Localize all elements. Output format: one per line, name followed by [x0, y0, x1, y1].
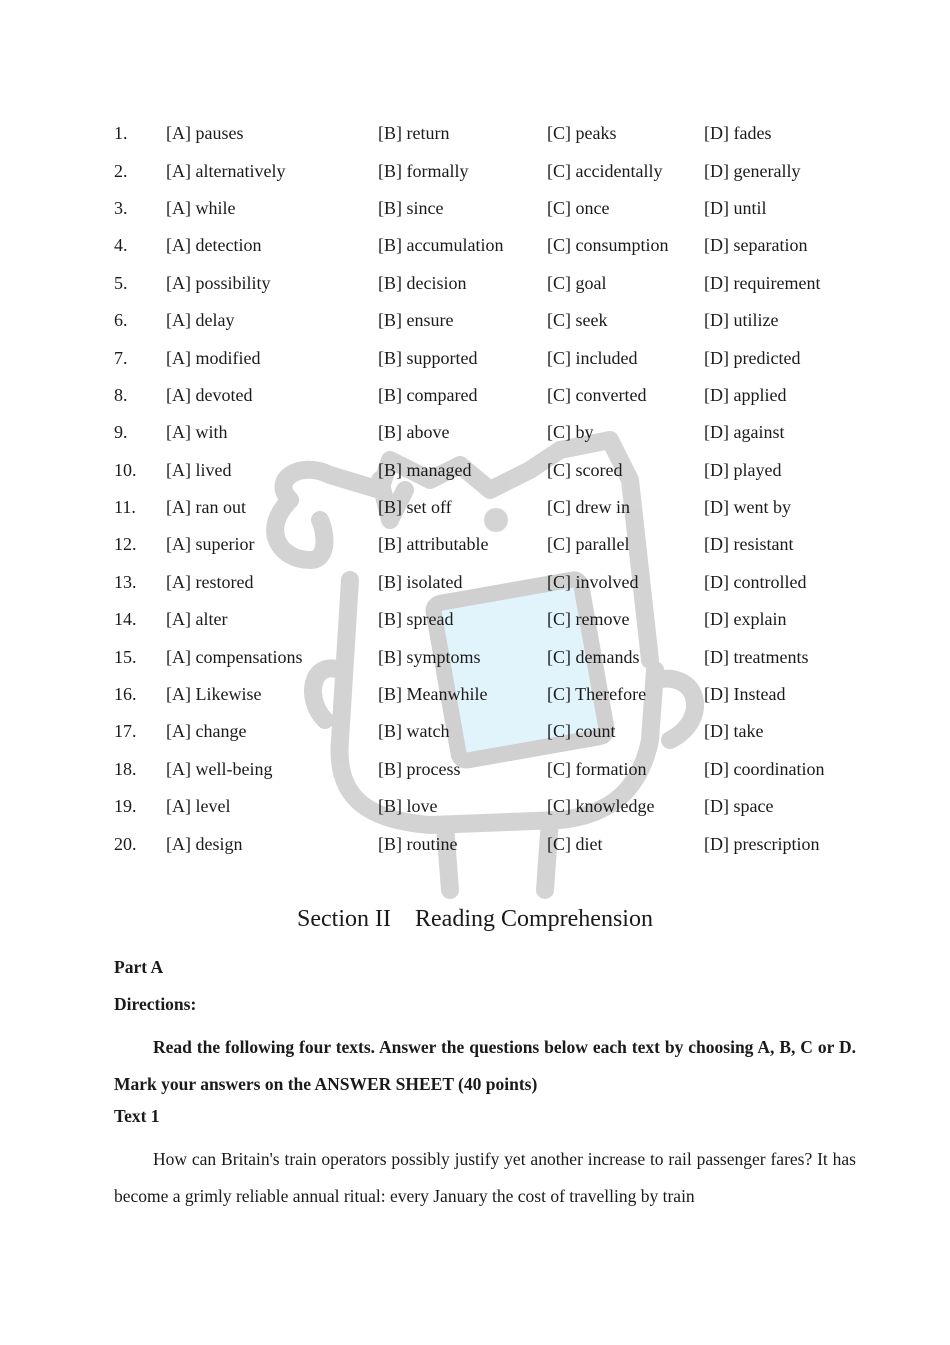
option-c: [C] count — [547, 721, 616, 742]
option-a: [A] design — [166, 833, 243, 854]
question-number: 13. — [114, 571, 137, 592]
option-b: [B] Meanwhile — [378, 684, 488, 705]
option-c: [C] drew in — [547, 497, 630, 518]
option-c: [C] converted — [547, 384, 647, 405]
option-d: [D] until — [704, 197, 767, 218]
option-d: [D] explain — [704, 609, 787, 630]
directions-label: Directions: — [114, 994, 197, 1014]
question-number: 15. — [114, 646, 137, 667]
option-d: [D] applied — [704, 384, 787, 405]
option-a: [A] restored — [166, 571, 254, 592]
option-c: [C] parallel — [547, 534, 630, 555]
question-list — [114, 115, 874, 863]
question-number: 8. — [114, 384, 128, 405]
option-b: [B] set off — [378, 497, 452, 518]
text-label: Text 1 — [114, 1106, 160, 1126]
question-number: 14. — [114, 609, 137, 630]
option-a: [A] delay — [166, 310, 235, 331]
question-row — [114, 265, 874, 302]
section-number: Section II — [297, 906, 391, 932]
question-row — [114, 788, 874, 825]
option-d: [D] treatments — [704, 646, 809, 667]
option-c: [C] consumption — [547, 235, 669, 256]
question-number: 12. — [114, 534, 137, 555]
option-d: [D] went by — [704, 497, 791, 518]
directions-text: Read the following four texts. Answer the questions below each text by choosing A, B, C or D. Mark your answers on the ANSWER SHEET (40 points) — [114, 1037, 856, 1095]
option-c: [C] accidentally — [547, 160, 663, 181]
option-b: [B] isolated — [378, 571, 463, 592]
option-a: [A] pauses — [166, 123, 244, 144]
option-a: [A] Likewise — [166, 684, 262, 705]
option-d: [D] prescription — [704, 833, 820, 854]
option-d: [D] played — [704, 459, 782, 480]
option-b: [B] since — [378, 197, 444, 218]
question-number: 6. — [114, 310, 128, 331]
option-d: [D] predicted — [704, 347, 801, 368]
question-row — [114, 452, 874, 489]
option-d: [D] take — [704, 721, 764, 742]
question-number: 11. — [114, 497, 136, 518]
option-a: [A] detection — [166, 235, 262, 256]
question-number: 9. — [114, 422, 128, 443]
option-a: [A] possibility — [166, 272, 271, 293]
option-d: [D] space — [704, 796, 774, 817]
option-c: [C] goal — [547, 272, 607, 293]
option-c: [C] knowledge — [547, 796, 655, 817]
question-number: 5. — [114, 272, 128, 293]
question-row — [114, 489, 874, 526]
option-a: [A] level — [166, 796, 231, 817]
option-c: [C] once — [547, 197, 610, 218]
option-b: [B] decision — [378, 272, 467, 293]
section-title: Reading Comprehension — [415, 906, 653, 932]
option-c: [C] demands — [547, 646, 640, 667]
question-row — [114, 676, 874, 713]
option-b: [B] accumulation — [378, 235, 504, 256]
question-row — [114, 713, 874, 750]
question-row — [114, 825, 874, 862]
option-d: [D] against — [704, 422, 785, 443]
question-number: 3. — [114, 197, 128, 218]
option-c: [C] involved — [547, 571, 639, 592]
question-row — [114, 526, 874, 563]
option-b: [B] above — [378, 422, 450, 443]
part-label: Part A — [114, 957, 164, 977]
option-b: [B] love — [378, 796, 438, 817]
question-row — [114, 564, 874, 601]
passage-paragraph: How can Britain's train operators possibly justify yet another increase to rail passenger fares? It has become a grimly reliable annual ritual: every January the cost of travelling by train — [114, 1149, 856, 1207]
question-row — [114, 227, 874, 264]
option-d: [D] fades — [704, 123, 772, 144]
option-a: [A] modified — [166, 347, 261, 368]
question-row — [114, 339, 874, 376]
option-d: [D] Instead — [704, 684, 786, 705]
option-a: [A] alternatively — [166, 160, 286, 181]
option-d: [D] utilize — [704, 310, 779, 331]
option-d: [D] separation — [704, 235, 808, 256]
option-a: [A] while — [166, 197, 236, 218]
option-d: [D] controlled — [704, 571, 807, 592]
option-a: [A] well-being — [166, 758, 273, 779]
question-row — [114, 302, 874, 339]
option-b: [B] managed — [378, 459, 472, 480]
question-row — [114, 751, 874, 788]
option-a: [A] change — [166, 721, 247, 742]
option-b: [B] compared — [378, 384, 478, 405]
option-c: [C] diet — [547, 833, 603, 854]
option-c: [C] formation — [547, 758, 647, 779]
option-d: [D] coordination — [704, 758, 825, 779]
question-number: 19. — [114, 796, 137, 817]
option-b: [B] return — [378, 123, 450, 144]
option-d: [D] requirement — [704, 272, 821, 293]
option-a: [A] devoted — [166, 384, 253, 405]
option-d: [D] generally — [704, 160, 801, 181]
option-c: [C] Therefore — [547, 684, 647, 705]
option-a: [A] with — [166, 422, 228, 443]
option-d: [D] resistant — [704, 534, 794, 555]
question-row — [114, 377, 874, 414]
question-number: 17. — [114, 721, 137, 742]
question-number: 10. — [114, 459, 137, 480]
option-a: [A] alter — [166, 609, 228, 630]
option-c: [C] peaks — [547, 123, 617, 144]
question-number: 18. — [114, 758, 137, 779]
option-c: [C] remove — [547, 609, 630, 630]
question-number: 20. — [114, 833, 137, 854]
option-b: [B] watch — [378, 721, 450, 742]
question-row — [114, 115, 874, 152]
question-row — [114, 638, 874, 675]
option-b: [B] spread — [378, 609, 454, 630]
question-number: 2. — [114, 160, 128, 181]
question-number: 16. — [114, 684, 137, 705]
option-c: [C] by — [547, 422, 594, 443]
option-a: [A] lived — [166, 459, 232, 480]
option-c: [C] included — [547, 347, 638, 368]
question-row — [114, 601, 874, 638]
question-number: 7. — [114, 347, 128, 368]
option-c: [C] seek — [547, 310, 608, 331]
question-number: 1. — [114, 123, 128, 144]
option-b: [B] symptoms — [378, 646, 481, 667]
option-c: [C] scored — [547, 459, 623, 480]
question-number: 4. — [114, 235, 128, 256]
option-a: [A] compensations — [166, 646, 303, 667]
option-b: [B] routine — [378, 833, 458, 854]
question-row — [114, 414, 874, 451]
option-b: [B] formally — [378, 160, 469, 181]
option-b: [B] supported — [378, 347, 478, 368]
option-b: [B] ensure — [378, 310, 454, 331]
question-row — [114, 190, 874, 227]
section-heading — [0, 906, 950, 933]
option-a: [A] superior — [166, 534, 255, 555]
question-row — [114, 152, 874, 189]
option-b: [B] process — [378, 758, 461, 779]
option-a: [A] ran out — [166, 497, 246, 518]
option-b: [B] attributable — [378, 534, 489, 555]
